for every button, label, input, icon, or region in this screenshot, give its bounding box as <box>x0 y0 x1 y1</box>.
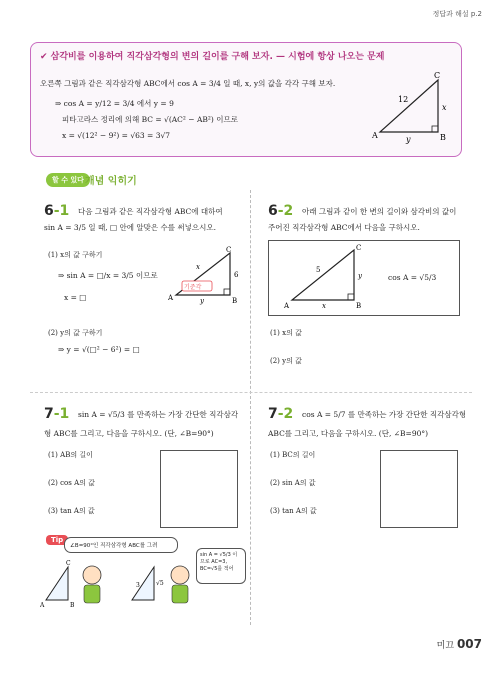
fig-label-6: 6 <box>234 271 239 279</box>
fig-label-c: C <box>356 244 362 252</box>
student-avatar-2 <box>171 566 189 584</box>
problem-7-1-number: 7-1 <box>44 406 70 422</box>
fig-label-5: 5 <box>316 266 321 274</box>
problem-6-2-number: 6-2 <box>268 203 294 219</box>
column-divider <box>250 190 251 625</box>
problem-6-2-q1: (1) x의 값 <box>270 329 302 337</box>
problem-6-1-sub2: (2) y의 값 구하기 <box>48 329 103 337</box>
section-badge: 할 수 있다 <box>46 173 90 187</box>
tip-label-b: B <box>70 602 75 609</box>
fig-label-y: y <box>358 272 362 280</box>
problem-7-2-text2: ABC를 그리고, 다음을 구하시오. (단, ∠B=90°) <box>268 429 429 438</box>
problem-6-2-text1: 아래 그림과 같이 한 변의 길이와 삼각비의 값이 <box>302 207 457 216</box>
tip-label-a: A <box>40 602 45 609</box>
fig-label-y: y <box>406 135 411 144</box>
answer-reference: 정답과 해설 p.2 <box>432 10 482 18</box>
problem-6-2-q2: (2) y의 값 <box>270 357 302 365</box>
problem-6-1-text1: 다음 그림과 같은 직각삼각형 ABC에 대하여 <box>78 207 223 216</box>
fig-label-b: B <box>232 297 238 305</box>
example-step3: x = √(12² − 9²) = √63 = 3√7 <box>62 131 171 140</box>
problem-7-2-drawing-box[interactable] <box>380 450 458 528</box>
tip-badge: Tip <box>46 535 68 545</box>
problem-6-1-line3: ⇒ y = √(□² − 6²) = □ <box>58 345 140 354</box>
problem-6-1-text2: sin A = 3/5 일 때, □ 안에 알맞은 수를 써넣으시오. <box>44 223 216 232</box>
fig-label-a: A <box>284 302 290 310</box>
problem-7-1-q2: (2) cos A의 값 <box>48 479 95 487</box>
footer-label: 미끄 <box>436 641 455 651</box>
problem-7-1-drawing-box[interactable] <box>160 450 238 528</box>
fig-label-c: C <box>226 246 232 254</box>
fig-label-y: y <box>200 297 204 305</box>
reference-angle-tag: 기준각 <box>184 284 202 291</box>
tip-label-c: C <box>66 560 71 567</box>
fig-label-x: x <box>196 263 200 271</box>
problem-7-1-text2: 형 ABC를 그리고, 다음을 구하시오. (단, ∠B=90°) <box>44 429 214 438</box>
tip-label-3: 3 <box>136 582 140 589</box>
page-footer <box>437 637 482 651</box>
example-question: 오른쪽 그림과 같은 직각삼각형 ABC에서 cos A = 3/4 일 때, x, y의 값을 각각 구해 보자. <box>40 79 336 88</box>
problem-7-2-q1: (1) BC의 길이 <box>270 451 316 459</box>
fig-label-c: C <box>434 71 441 80</box>
problem-6-1-line1: ⇒ sin A = □/x = 3/5 이므로 <box>58 271 158 280</box>
tip-label-root5: √5 <box>156 580 164 587</box>
problem-7-1-q3: (3) tan A의 값 <box>48 507 95 515</box>
problem-7-2-q2: (2) sin A의 값 <box>270 479 316 487</box>
example-step2: 피타고라스 정리에 의해 BC = √(AC² − AB²) 이므로 <box>62 115 238 124</box>
problem-6-1-sub1: (1) x의 값 구하기 <box>48 251 103 259</box>
example-title: ✔ 삼각비를 이용하여 직각삼각형의 변의 길이를 구해 보자. — 시험에 항상 나오는 문제 <box>40 52 385 62</box>
problem-7-1-text1: sin A = √5/3 를 만족하는 가장 간단한 직각삼각 <box>78 410 239 419</box>
fig-label-a: A <box>372 131 378 140</box>
problem-6-2-formula: cos A = √5/3 <box>388 273 437 282</box>
fig-label-a: A <box>168 294 174 302</box>
problem-6-1-number: 6-1 <box>44 203 70 219</box>
problem-7-1-q1: (1) AB의 길이 <box>48 451 93 459</box>
problem-6-2-figure <box>282 244 372 312</box>
fig-label-hyp: 12 <box>398 95 409 104</box>
example-triangle-figure <box>370 70 455 145</box>
problem-6-2-text2: 주어진 직각삼각형 ABC에서 다음을 구하시오. <box>268 223 420 232</box>
fig-label-b: B <box>356 302 362 310</box>
section-title: 개념 익히기 <box>85 176 137 187</box>
problem-7-2-number: 7-2 <box>268 406 294 422</box>
fig-label-x: x <box>442 103 447 112</box>
problem-6-1-figure <box>168 245 248 305</box>
fig-label-b: B <box>440 133 446 142</box>
problem-6-1-line2: x = □ <box>64 293 87 302</box>
tip-bubble-1: ∠B=90°인 직각삼각형 ABC를 그려 <box>64 537 178 553</box>
problem-7-2-text1: cos A = 5/7 를 만족하는 가장 간단한 직각삼각형 <box>302 410 467 419</box>
tip-bubble-2: sin A = √5/3 이므로 AC=3, BC=√5를 적어 <box>196 548 246 584</box>
problem-7-2-q3: (3) tan A의 값 <box>270 507 317 515</box>
fig-label-x: x <box>322 302 326 310</box>
page-number: 007 <box>456 637 482 651</box>
student-avatar <box>83 566 101 584</box>
example-step1: ⇒ cos A = y/12 = 3/4 에서 y = 9 <box>55 99 174 108</box>
row-divider <box>30 392 472 393</box>
